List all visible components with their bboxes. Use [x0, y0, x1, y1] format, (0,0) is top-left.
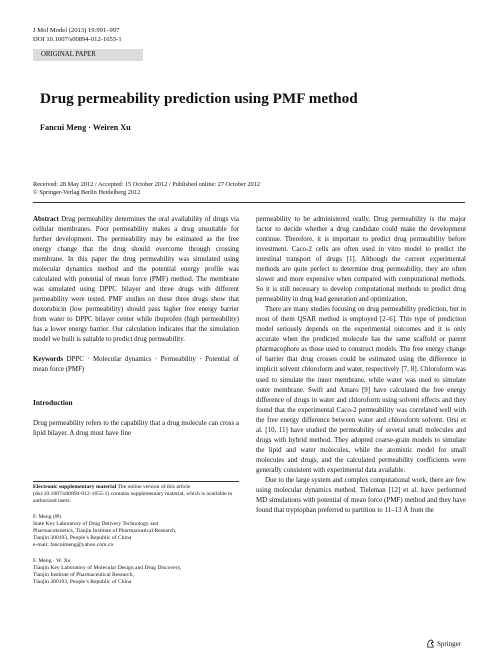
authors: Fancui Meng · Weiren Xu [40, 123, 131, 132]
publisher-logo [426, 639, 461, 648]
author1-email: e-mail: fancuimeng@yahoo.com.cn [33, 542, 114, 549]
author1-name: F. Meng (✉) [33, 513, 62, 520]
author1-line: Tianjin 300193, People’s Republic of China [33, 535, 132, 542]
author2-affiliation [33, 558, 239, 587]
author2-line: Tianjin Key Laboratory of Molecular Design and Drug Discovery, [33, 564, 182, 571]
abstract [33, 214, 239, 344]
publisher-name: Springer [437, 639, 462, 648]
author2-name: F. Meng · W. Xu [33, 557, 71, 564]
article-type-badge: ORIGINAL PAPER [33, 49, 143, 61]
esm-text: The online version of this article (doi:10.1007/s00894-012-1655-1) contains supplementary material, which is available to authorized users. [33, 484, 233, 505]
author1-line: State Key Laboratory of Drug Delivery Technology and [33, 520, 159, 527]
keywords-label: Keywords [33, 355, 64, 364]
right-paragraph-1: permeability to be administered orally. Drug permeability is the major factor to decide whether a drug candidate could make the development continue. Therefore, it is important to predict drug permeability before investment. Caco-2 cells are often used in vitro model to predict the intestinal transport of drugs [1]. Although the current experimental methods are quite perfect to determine drug permeability, they are often slower and more expensive when compared with computational methods. So it is still necessary to develop computational methods to predict drug permeability in drug lead generation and optimization. [256, 215, 466, 304]
doi: DOI 10.1007/s00894-012-1655-1 [33, 36, 122, 44]
springer-knight-icon [426, 639, 435, 648]
author2-line: Tianjin Institute of Pharmaceutical Research, [33, 572, 134, 579]
publication-dates [33, 181, 260, 198]
footnotes [33, 484, 239, 586]
copyright-line: © Springer-Verlag Berlin Heidelberg 2012 [33, 189, 141, 197]
keywords-text: DPPC · Molecular dynamics · Permeability · Potential of mean force (PMF) [33, 355, 239, 374]
dates-line: Received: 28 May 2012 / Accepted: 15 October 2012 / Published online: 27 October 2012 [33, 181, 260, 188]
footnote-divider [33, 481, 239, 482]
left-column [33, 214, 239, 438]
esm-note [33, 484, 239, 506]
abstract-text: Drug permeability determines the oral availability of drugs via cellular membranes. Poor permeability makes a drug unsuitable for further development. The permeability may be estimated as the free energy change that the drug should overcome through crossing membrane. In this paper the drug permeability was simulated using molecular dynamics method and the potential energy profile was calculated with potential of mean force (PMF) method. The membrane was simulated using DPPC bilayer and three drugs with different permeability were tested. PMF studies on these three drugs show that doxorubicin (low permeability) should pass higher free energy barrier from water to DPPC bilayer center while ibuprofen (high permeability) has a lower energy barrier. Our calculation indicates that the simulation model we built is suitable to predict drug permeability. [33, 215, 240, 344]
introduction-text: Drug permeability refers to the capability that a drug molecule can cross a lipid bilayer. A drug must have fine [33, 418, 239, 437]
right-paragraph-3: Due to the large system and complex computational work, there are few using molecular dynamics method. Tieleman [12] et al. have performed MD simulations with potential of mean force (PMF) method and they have found that tryptophan preferred to partition to 11–13 Å from the [256, 475, 466, 514]
keywords [33, 354, 239, 374]
abstract-label: Abstract [33, 215, 59, 223]
author2-line: Tianjin 300193, People’s Republic of China [33, 579, 132, 586]
paper-title: Drug permeability prediction using PMF method [40, 90, 358, 107]
journal-citation: J Mol Model (2013) 19:991–997 [33, 27, 120, 34]
right-column [256, 214, 466, 515]
journal-header [33, 26, 122, 44]
esm-label: Electronic supplementary material [33, 484, 117, 490]
introduction-heading: Introduction [33, 398, 73, 408]
author1-line: Pharmacokinetics, Tianjin Institute of Pharmaceutical Research, [33, 528, 177, 535]
header-divider [33, 202, 465, 203]
author1-affiliation [33, 514, 239, 550]
right-paragraph-2: There are many studies focusing on drug permeability prediction, but in most of them QSAR method is employed [2–6]. This type of prediction model seriously depends on the experimental outcomes and it is only accurate when the predicted molecule has the same scaffold or parent pharmacophore as those used to construct models. The free energy change of barrier that drug crosses could be estimated using the difference in implicit solvent chloroform and water, respectively [7, 8]. Chloroform was used to simulate the inner membrane, while water was used to simulate outer membrane. Swift and Amaro [9] have calculated the free energy difference of drugs in water and chloroform using solvent effects and they found that the experimental Caco-2 permeability was correlated well with the free energy difference between water and chloroform solvent. Orsi et al. [10, 11] have studied the permeability of several small molecules and drugs with hybrid method. They adopted coarse-grain models to simulate the lipid and water molecules, while the atomistic model for small molecules and drugs, and the calculated permeability coefficients were generally consistent with experimental data available. [256, 305, 466, 474]
